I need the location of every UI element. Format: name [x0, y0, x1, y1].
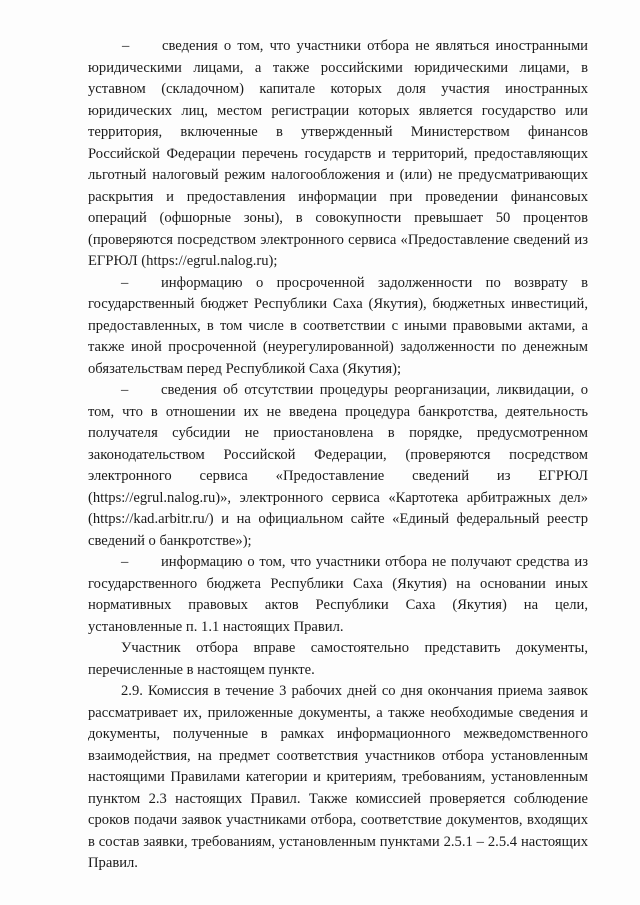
paragraph-budget-funds: [88, 552, 588, 638]
paragraph-text: Участник отбора вправе самостоятельно представить документы, перечисленные в настоящем пункте.: [88, 640, 588, 678]
list-dash: –: [121, 274, 129, 291]
paragraph-text: сведения об отсутствии процедуры реорганизации, ликвидации, о том, что в отношении их не введена процедура банкротства, деятельность получателя субсидии не приостановлена в порядке, предусмотренном законодательством Российской Федерации, (проверяются посредством электронного сервиса «Предоставление сведений из ЕГРЮЛ (https://egrul.nalog.ru)», электронного сервиса «Картотека арбитражных дел» (https://kad.arbitr.ru/) и на официальном сайте «Единый федеральный реестр сведений о банкротстве»);: [88, 382, 588, 549]
paragraph-text: информацию о том, что участники отбора не получают средства из государственного бюджета Республики Саха (Якутия) на основании иных нормативных правовых актов Республики Саха (Якутия) на цели, установленные п. 1.1 настоящих Правил.: [88, 554, 588, 635]
paragraph-text: сведения о том, что участники отбора не являться иностранными юридическими лицами, а также российскими юридическими лицами, в уставном (складочном) капитале которых доля участия иностранных юридических лиц, местом регистрации которых является государство или территория, включенные в утвержденный Министерством финансов Российской Федерации перечень государств и территорий, предоставляющих льготный налоговый режим налогообложения и (или) не предусматривающих раскрытия и предоставления информации при проведении финансовых операций (офшорные зоны), в совокупности превышает 50 процентов (проверяются посредством электронного сервиса «Предоставление сведений из ЕГРЮЛ (https://egrul.nalog.ru);: [88, 38, 588, 269]
paragraph-text: информацию о просроченной задолженности по возврату в государственный бюджет Республики Саха (Якутия), бюджетных инвестиций, предоставленных, в том числе в соответствии с иными правовыми актами, а также иной просроченной (неурегулированной) задолженности по денежным обязательствам перед Республикой Саха (Якутия);: [88, 274, 588, 377]
document-body: [88, 36, 588, 875]
paragraph-reorganization: [88, 380, 588, 552]
list-dash: –: [122, 38, 130, 54]
list-dash: –: [121, 382, 129, 398]
paragraph-overdue-debt: [88, 273, 588, 381]
paragraph-clause-2-9: [88, 681, 588, 875]
list-dash: –: [121, 554, 129, 570]
paragraph-text: 2.9. Комиссия в течение 3 рабочих дней со дня окончания приема заявок рассматривает их, приложенные документы, а также необходимые сведения и документы, полученные в рамках информационного межведомственного взаимодействия, на предмет соответствия участников отбора установленным настоящими Правилами категории и критериям, требованиям, установленным пунктом 2.3 настоящих Правил. Также комиссией проверяется соблюдение сроков подачи заявок участниками отбора, соответствие документов, входящих в состав заявки, требованиям, установленным пунктами 2.5.1 – 2.5.4 настоящих Правил.: [88, 683, 588, 871]
paragraph-foreign-entities: [88, 36, 588, 273]
paragraph-self-submission: [88, 638, 588, 681]
